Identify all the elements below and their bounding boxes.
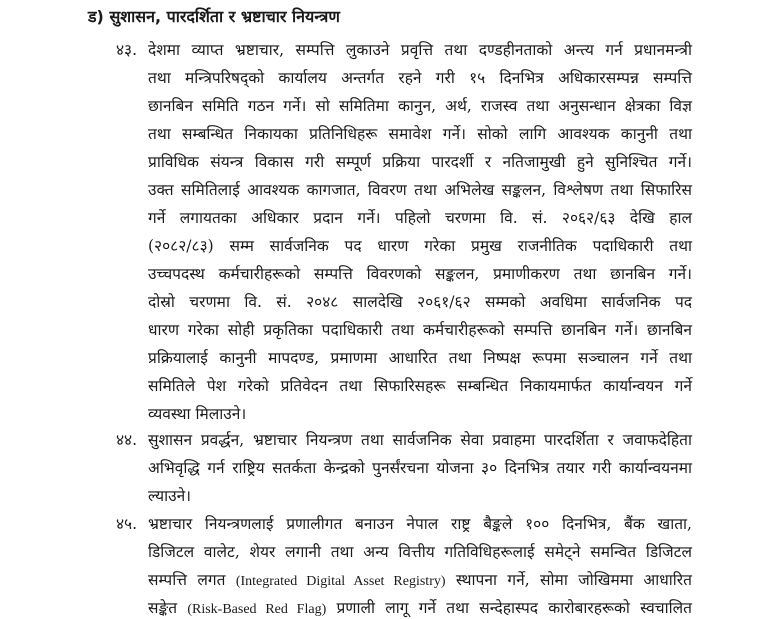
item-line: छानबिन समिति गठन गर्ने। सो समितिमा कानुन, अर्थ, राजस्व तथा अनुसन्धान क्षेत्रका विज्ञ: [148, 97, 692, 115]
item-line: (२०८२/८३) सम्म सार्वजनिक पद धारण गरेका प्रमुख राजनीतिक पदाधिकारी तथा: [148, 237, 692, 255]
item-number: ४३.: [116, 41, 138, 59]
line-text: स्थापना गर्ने, सोमा जोखिममा आधारित: [445, 571, 692, 589]
item-line: तथा सम्बन्धित निकायका प्रतिनिधिहरू समावेश गर्ने। सोको लागि आवश्यक कानुनी तथा: [148, 125, 692, 143]
line-text: प्रणाली लागू गर्ने तथा सन्देहास्पद कारोबारहरूको स्वचालित: [326, 599, 692, 617]
item-line: गर्ने लगायतका अधिकार प्रदान गर्ने। पहिलो चरणमा वि. सं. २०६२/६३ देखि हाल: [148, 209, 692, 227]
section-heading: ड) सुशासन, पारदर्शिता र भ्रष्टाचार नियन्त्रण: [88, 7, 340, 26]
english-term: (Integrated Digital Asset Registry): [235, 574, 446, 589]
item-line-mixed: [148, 566, 692, 596]
item-line: ल्याउने।: [148, 487, 192, 505]
english-term: (Risk-Based Red Flag): [187, 602, 327, 617]
item-line: दोस्रो चरणमा वि. सं. २०४८ सालदेखि २०६१/६२ सम्मको अवधिमा सार्वजनिक पद: [148, 293, 692, 311]
item-line-mixed: [148, 594, 692, 619]
item-line: धारण गरेका सोही प्रकृतिका पदाधिकारी तथा कर्मचारीहरूको सम्पत्ति छानबिन गर्ने। छानबिन: [148, 321, 692, 339]
item-line: व्यवस्था मिलाउने।: [148, 405, 247, 423]
item-line: प्राविधिक संयन्त्र विकास गरी सम्पूर्ण प्रक्रिया पारदर्शी र नतिजामुखी हुने सुनिश्चित गर्ने।: [148, 153, 692, 171]
item-line: समितिले पेश गरेको प्रतिवेदन तथा सिफारिसहरू सम्बन्धित निकायमार्फत कार्यान्वयन गर्ने: [148, 377, 692, 395]
line-text: सङ्केत: [148, 599, 188, 617]
item-number: ४४.: [116, 431, 138, 449]
item-line: सुशासन प्रवर्द्धन, भ्रष्टाचार नियन्त्रण तथा सार्वजनिक सेवा प्रवाहमा पारदर्शिता र जवाफदेहिता: [148, 431, 692, 449]
list-item-45: [88, 510, 692, 619]
list-item-44: [88, 426, 692, 510]
item-line: तथा मन्त्रिपरिषद्को कार्यालय अन्तर्गत रहने गरी १५ दिनभित्र अधिकारसम्पन्न सम्पत्ति: [148, 69, 692, 87]
line-text: सम्पत्ति लगत: [148, 571, 236, 589]
item-number: ४५.: [116, 515, 138, 533]
item-line: देशमा व्याप्त भ्रष्टाचार, सम्पत्ति लुकाउने प्रवृत्ति तथा दण्डहीनताको अन्त्य गर्न प्रधानमन्त्री: [148, 41, 692, 59]
item-line: भ्रष्टाचार नियन्त्रणलाई प्रणालीगत बनाउन नेपाल राष्ट्र बैङ्कले १०० दिनभित्र, बैंक खाता,: [148, 515, 692, 533]
item-line: उच्चपदस्थ कर्मचारीहरूको सम्पत्ति विवरणको सङ्कलन, प्रमाणीकरण तथा छानबिन गर्ने।: [148, 265, 692, 283]
item-line: अभिवृद्धि गर्न राष्ट्रिय सतर्कता केन्द्रको पुनर्संरचना योजना ३० दिनभित्र तयार गरी कार्यान्वयनमा: [148, 459, 692, 477]
item-line: उक्त समितिलाई आवश्यक कागजात, विवरण तथा अभिलेख सङ्कलन, विश्लेषण तथा सिफारिस: [148, 181, 692, 199]
item-line: डिजिटल वालेट, शेयर लगानी तथा अन्य वित्तीय गतिविधिहरूलाई समेट्ने समन्वित डिजिटल: [148, 543, 692, 561]
list-item-43: [88, 36, 692, 428]
item-line: प्रक्रियालाई कानुनी मापदण्ड, प्रमाणमा आधारित तथा निष्पक्ष रूपमा सञ्चालन गर्ने तथा: [148, 349, 692, 367]
